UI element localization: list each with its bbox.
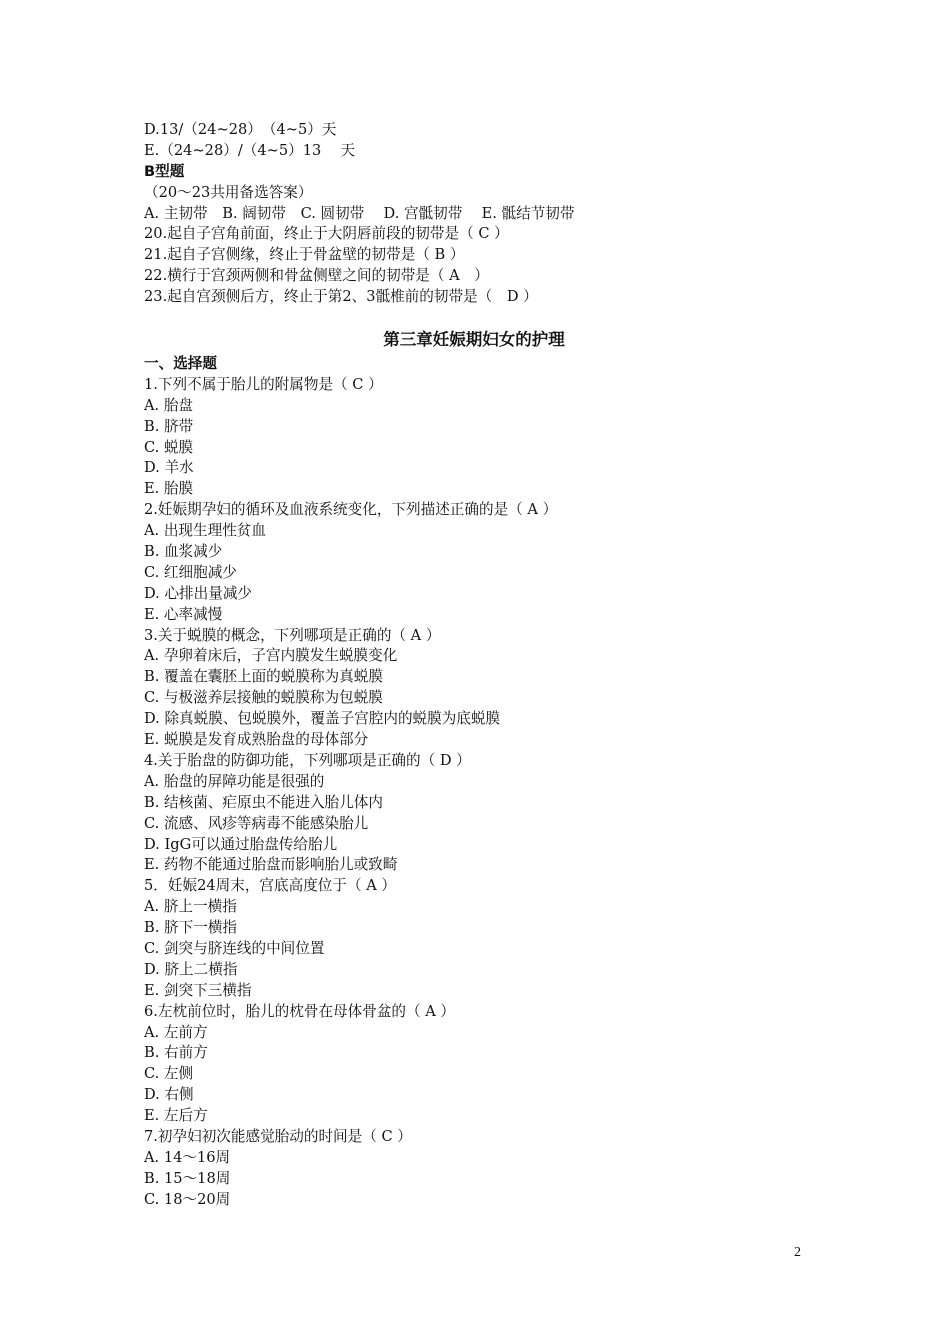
question-block [144, 626, 824, 751]
chapter-title: 第三章妊娠期妇女的护理 [383, 330, 565, 350]
shared-answers-options: A. 主韧带 B. 阔韧带 C. 圆韧带 D. 宫骶韧带 E. 骶结节韧带 [144, 204, 575, 222]
question-stem: 7.初孕妇初次能感觉胎动的时间是（ C ） [144, 1127, 412, 1145]
question-block [144, 375, 824, 500]
question-stem: 3.关于蜕膜的概念，下列哪项是正确的（ A ） [144, 626, 441, 644]
question-option: C. 左侧 [144, 1065, 194, 1083]
b-question-list [144, 224, 824, 308]
question-option: E. 药物不能通过胎盘而影响胎儿或致畸 [144, 856, 398, 874]
question-option: C. 18～20周 [144, 1190, 231, 1208]
question-option: C. 与极滋养层接触的蜕膜称为包蜕膜 [144, 689, 383, 707]
question-stem: 6.左枕前位时，胎儿的枕骨在母体骨盆的（ A ） [144, 1002, 456, 1020]
question-option: B. 脐带 [144, 417, 194, 435]
question-option: D. 脐上二横指 [144, 960, 238, 978]
question-option: E. 心率减慢 [144, 605, 223, 623]
b-question: 21.起自子宫侧缘，终止于骨盆壁的韧带是（ B ） [144, 246, 465, 264]
question-option: D. 心排出量减少 [144, 584, 253, 602]
section-title: 一、选择题 [144, 355, 217, 373]
answer-option-d: D.13/（24~28） （4~5）天 [144, 121, 337, 138]
question-option: E. 蜕膜是发育成熟胎盘的母体部分 [144, 731, 369, 749]
question-option: E. 剑突下三横指 [144, 981, 252, 999]
question-block [144, 751, 824, 876]
b-question: 22.横行于宫颈两侧和骨盆侧壁之间的韧带是（ A ） [144, 267, 489, 285]
question-option: B. 结核菌、疟原虫不能进入胎儿体内 [144, 793, 383, 811]
question-option: A. 左前方 [144, 1023, 208, 1041]
question-option: C. 流感、风疹等病毒不能感染胎儿 [144, 814, 369, 832]
page-number: 2 [794, 1245, 801, 1260]
question-option: B. 覆盖在囊胚上面的蜕膜称为真蜕膜 [144, 668, 383, 686]
question-option: B. 15～18周 [144, 1169, 231, 1187]
b-question: 20.起自子宫角前面，终止于大阴唇前段的韧带是（ C ） [144, 225, 509, 243]
question-stem: 2.妊娠期孕妇的循环及血液系统变化，下列描述正确的是（ A ） [144, 501, 558, 519]
question-block [144, 876, 824, 1001]
question-option: A. 孕卵着床后，子宫内膜发生蜕膜变化 [144, 647, 398, 665]
question-stem: 5．妊娠24周末，宫底高度位于（ A ） [144, 877, 396, 895]
question-option: D. 羊水 [144, 459, 194, 477]
document-page [144, 120, 824, 1211]
question-option: A. 胎盘的屏障功能是很强的 [144, 772, 325, 790]
question-stem: 1.下列不属于胎儿的附属物是（ C ） [144, 375, 383, 393]
b-question: 23.起自宫颈侧后方，终止于第2、3骶椎前的韧带是（ D ） [144, 288, 538, 306]
question-block [144, 1002, 824, 1127]
question-option: E. 左后方 [144, 1107, 208, 1125]
question-option: D. 除真蜕膜、包蜕膜外，覆盖子宫腔内的蜕膜为底蜕膜 [144, 710, 501, 728]
question-option: A. 胎盘 [144, 396, 194, 414]
shared-answers-note: （20～23共用备选答案） [144, 183, 313, 201]
question-block [144, 1127, 824, 1211]
question-option: E. 胎膜 [144, 480, 194, 498]
question-option: C. 剑突与脐连线的中间位置 [144, 939, 325, 957]
question-option: A. 14～16周 [144, 1148, 231, 1166]
question-option: B. 血浆减少 [144, 543, 223, 561]
question-stem: 4.关于胎盘的防御功能，下列哪项是正确的（ D ） [144, 751, 471, 769]
question-option: C. 红细胞减少 [144, 563, 237, 581]
question-list [144, 375, 824, 1211]
question-option: C. 蜕膜 [144, 438, 194, 456]
question-option: A. 出现生理性贫血 [144, 522, 266, 540]
question-option: D. IgG可以通过胎盘传给胎儿 [144, 835, 338, 853]
question-option: B. 右前方 [144, 1044, 208, 1062]
b-type-title: B型题 [144, 162, 185, 180]
question-option: D. 右侧 [144, 1086, 194, 1104]
question-option: B. 脐下一横指 [144, 919, 237, 937]
question-option: A. 脐上一横指 [144, 898, 237, 916]
answer-option-e: E.（24~28）/（4~5）13 天 [144, 141, 356, 159]
question-block [144, 500, 824, 625]
